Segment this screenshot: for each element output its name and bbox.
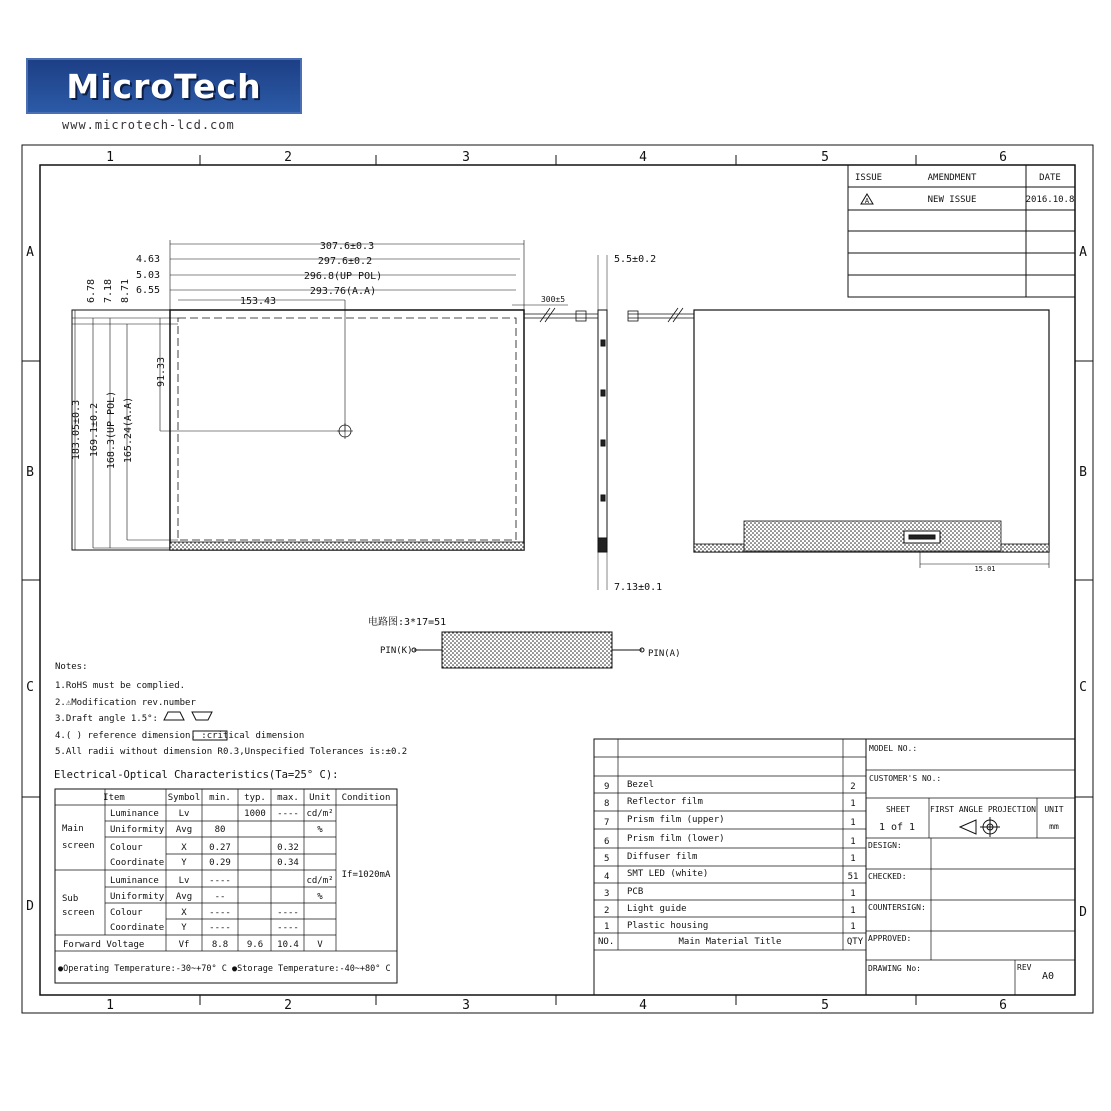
eo-cell-unit: cd/m² <box>306 876 334 886</box>
notes <box>55 662 407 757</box>
side-view-dimensions <box>614 254 662 593</box>
eo-row <box>110 809 334 819</box>
zone-col-3-bottom: 3 <box>462 998 470 1013</box>
bom-row <box>604 815 856 828</box>
bom-row <box>604 852 856 864</box>
bom-cell-title: Light guide <box>627 904 687 914</box>
zone-col-5-top: 5 <box>821 150 829 165</box>
eo-cell-symbol: X <box>181 843 187 853</box>
dim-aa-width: 293.76(A.A) <box>309 286 377 297</box>
eo-cell-max: 0.32 <box>277 843 299 853</box>
zone-col-3-top: 3 <box>462 150 470 165</box>
model-no-label: MODEL NO.: <box>869 744 918 753</box>
eo-cell-max: 0.34 <box>277 858 299 868</box>
unit-value: mm <box>1049 822 1059 831</box>
zone-col-4-top: 4 <box>639 150 647 165</box>
zone-row-a-right: A <box>1079 245 1087 260</box>
eo-row-forward-voltage <box>63 940 323 950</box>
rev-row-amendment: NEW ISSUE <box>927 195 977 205</box>
eo-cell-item: Luminance <box>110 809 159 819</box>
eo-cell-symbol: Avg <box>175 825 193 835</box>
dim-pol-height: 168.3(UP POL) <box>106 390 117 470</box>
eo-header-item: Item <box>103 793 125 803</box>
eo-row <box>110 843 299 853</box>
eo-table <box>54 769 397 983</box>
inner-frame <box>40 165 1075 995</box>
eo-cell-item: Uniformity <box>110 892 165 902</box>
bom-header-title: Main Material Title <box>678 937 782 947</box>
customer-no-label: CUSTOMER'S NO.: <box>869 774 942 783</box>
bom-cell-qty: 1 <box>850 922 856 932</box>
approved-label: APPROVED: <box>868 934 912 943</box>
eo-header-symbol: Symbol <box>167 793 201 803</box>
bom-cell-no: 6 <box>604 837 610 847</box>
eo-cell-item: Colour <box>110 843 143 853</box>
bom-cell-title: PCB <box>627 887 644 897</box>
rev-value: A0 <box>1041 971 1055 982</box>
eo-cell-min: 0.29 <box>209 858 231 868</box>
cable-length-label: 300±5 <box>540 295 566 304</box>
eo-cell-max: ---- <box>277 809 299 819</box>
eo-cell-min: 8.8 <box>211 940 229 950</box>
eo-cell-min: 80 <box>214 825 226 835</box>
zone-col-6-top: 6 <box>999 150 1007 165</box>
eo-cell-item: Luminance <box>110 876 159 886</box>
eo-cell-symbol: Y <box>181 858 187 868</box>
eo-sub-label-1: Sub <box>62 894 79 904</box>
zone-row-d-left: D <box>26 899 34 914</box>
eo-cell-min: ---- <box>209 908 231 918</box>
eo-cell-symbol: Avg <box>175 892 193 902</box>
unit-label: UNIT <box>1044 805 1064 814</box>
zone-col-1-top: 1 <box>106 150 114 165</box>
back-view <box>628 308 1049 568</box>
note-5: 5.All radii without dimension R0.3,Unspecified Tolerances is:±0.2 <box>55 747 408 757</box>
dim-offset-top-1: 6.78 <box>86 278 97 303</box>
bom-row <box>604 797 856 809</box>
dim-side-total: 7.13±0.1 <box>614 582 663 593</box>
bom-row <box>604 834 856 847</box>
bom-cell-no: 3 <box>604 889 610 899</box>
eo-temperature-footer: ●Operating Temperature:-30~+70° C ●Storage Temperature:-40~+80° C <box>58 964 391 974</box>
bom-cell-title: Plastic housing <box>627 921 709 931</box>
eo-cell-symbol: Lv <box>178 809 190 819</box>
brand-logo-word: MicroTech <box>66 67 262 106</box>
rev-header-amendment: AMENDMENT <box>927 173 977 183</box>
sheet-value: 1 of 1 <box>878 822 916 833</box>
bom-cell-title: Prism film (lower) <box>627 834 725 844</box>
checked-label: CHECKED: <box>868 872 907 881</box>
dim-side-thickness: 5.5±0.2 <box>614 254 657 265</box>
bom-cell-no: 8 <box>604 799 610 809</box>
zone-col-2-top: 2 <box>284 150 292 165</box>
eo-row <box>110 858 299 868</box>
bom-cell-title: Diffuser film <box>627 852 698 862</box>
eo-row <box>110 923 299 933</box>
eo-cell-min: ---- <box>209 876 231 886</box>
bom-cell-qty: 1 <box>850 818 856 828</box>
eo-condition: If=1020mA <box>341 870 391 880</box>
side-view <box>598 255 607 590</box>
eo-header-unit: Unit <box>309 793 331 803</box>
bom-row <box>604 904 856 916</box>
dim-back-connector: 15.01 <box>974 565 996 573</box>
pin-k-label: PIN(K) <box>380 646 413 656</box>
bom-cell-title: SMT LED (white) <box>627 869 709 879</box>
bom-row <box>604 921 856 932</box>
eo-cell-symbol: Vf <box>178 940 190 950</box>
zone-col-2-bottom: 2 <box>284 998 292 1013</box>
zone-col-5-bottom: 5 <box>821 998 829 1013</box>
bom-cell-title: Reflector film <box>627 797 703 807</box>
eo-row <box>110 876 334 886</box>
bom-cell-no: 1 <box>604 922 610 932</box>
note-4: 4.( ) reference dimension, :critical dimension <box>55 731 305 741</box>
first-angle-projection-icon <box>960 817 1000 837</box>
bom-header-qty: QTY <box>846 937 864 947</box>
bom-cell-qty: 1 <box>850 889 856 899</box>
eo-header-min: min. <box>209 793 231 803</box>
eo-cell-typ: 9.6 <box>246 940 264 950</box>
brand-url: www.microtech-lcd.com <box>62 118 235 132</box>
rev-header-issue: ISSUE <box>855 173 883 183</box>
dim-glass-height: 169.1±0.2 <box>89 402 100 458</box>
dim-offset-left-2: 5.03 <box>136 270 161 281</box>
bom-cell-qty: 51 <box>847 872 859 882</box>
eo-main-label-1: Main <box>62 824 84 834</box>
design-label: DESIGN: <box>868 841 902 850</box>
eo-cell-min: 0.27 <box>209 843 231 853</box>
circuit-diagram <box>368 615 681 668</box>
rev-header-date: DATE <box>1039 173 1061 183</box>
eo-row <box>110 908 299 918</box>
dim-offset-top-2: 7.18 <box>103 278 114 303</box>
bom-cell-qty: 1 <box>850 906 856 916</box>
bom-cell-no: 4 <box>604 872 610 882</box>
bom-cell-no: 7 <box>604 818 610 828</box>
zone-row-c-right: C <box>1079 680 1087 695</box>
eo-cell-max: ---- <box>277 908 299 918</box>
circuit-title: 电路图:3*17=51 <box>368 617 447 628</box>
dim-glass-width: 297.6±0.2 <box>317 256 373 267</box>
dim-center-x: 153.43 <box>239 296 277 307</box>
eo-cell-item: Coordinate <box>110 858 165 868</box>
dim-aa-height: 165.24(A.A) <box>123 396 134 464</box>
bom-cell-no: 5 <box>604 854 610 864</box>
zone-col-1-bottom: 1 <box>106 998 114 1013</box>
bom-row <box>604 887 856 899</box>
dim-offset-top-3: 8.71 <box>120 278 131 303</box>
zone-row-b-right: B <box>1079 465 1087 480</box>
bom-cell-title: Prism film (upper) <box>627 815 725 825</box>
note-2: 2.⚠Modification rev.number <box>55 698 196 708</box>
note-3: 3.Draft angle 1.5°: <box>55 714 158 724</box>
sheet-label: SHEET <box>885 805 911 814</box>
pin-a-label: PIN(A) <box>648 649 681 659</box>
bom-row <box>604 869 858 882</box>
bom-cell-title: Bezel <box>627 780 655 790</box>
projection-label: FIRST ANGLE PROJECTION <box>930 805 1036 814</box>
bom-cell-no: 9 <box>604 782 610 792</box>
eo-cell-item: Uniformity <box>110 825 165 835</box>
eo-table-title: Electrical-Optical Characteristics(Ta=25° C): <box>54 769 339 781</box>
eo-cell-item: Forward Voltage <box>63 940 145 950</box>
notes-title: Notes: <box>55 662 88 672</box>
eo-cell-symbol: X <box>181 908 187 918</box>
zone-row-d-right: D <box>1079 905 1087 920</box>
eo-cell-item: Colour <box>110 908 143 918</box>
eo-header-typ: typ. <box>244 793 266 803</box>
bom-cell-no: 2 <box>604 906 610 916</box>
bom-cell-qty: 1 <box>850 799 856 809</box>
dim-outline-height: 183.05±0.3 <box>71 399 82 461</box>
dim-pol-width: 296.8(UP POL) <box>303 271 383 282</box>
drawing-no-label: DRAWING No: <box>868 964 921 973</box>
eo-cell-symbol: Lv <box>178 876 190 886</box>
bom-table <box>594 739 866 995</box>
zone-col-6-bottom: 6 <box>999 998 1007 1013</box>
eo-cell-min: ---- <box>209 923 231 933</box>
dim-offset-left-3: 6.55 <box>136 285 161 296</box>
dim-outline-width: 307.6±0.3 <box>319 241 375 252</box>
eo-header-condition: Condition <box>341 793 391 803</box>
eo-cell-min: -- <box>214 892 226 902</box>
dim-center-y: 91.33 <box>156 356 167 388</box>
eo-cell-max: 10.4 <box>277 940 299 950</box>
eo-cell-unit: V <box>317 940 323 950</box>
rev-row-date: 2016.10.8 <box>1025 195 1075 205</box>
revision-block <box>848 165 1075 297</box>
bom-cell-qty: 1 <box>850 837 856 847</box>
eo-cell-unit: % <box>317 825 323 835</box>
dim-offset-left-1: 4.63 <box>136 254 161 265</box>
countersign-label: COUNTERSIGN: <box>868 903 926 912</box>
draft-angle-icon <box>164 712 212 720</box>
eo-row <box>110 892 323 902</box>
eo-sub-label-2: screen <box>62 908 95 918</box>
zone-row-a-left: A <box>26 245 34 260</box>
eo-cell-unit: cd/m² <box>306 809 334 819</box>
eo-cell-symbol: Y <box>181 923 187 933</box>
eo-cell-typ: 1000 <box>244 809 266 819</box>
eo-cell-item: Coordinate <box>110 923 165 933</box>
bom-row <box>604 780 856 792</box>
rev-label: REV <box>1017 963 1032 972</box>
rev-row-issue: A <box>864 197 870 205</box>
title-block <box>866 739 1075 995</box>
bom-header-no: NO. <box>598 937 615 947</box>
zone-row-b-left: B <box>26 465 34 480</box>
eo-cell-max: ---- <box>277 923 299 933</box>
eo-cell-unit: % <box>317 892 323 902</box>
bom-cell-qty: 2 <box>850 782 856 792</box>
bom-cell-qty: 1 <box>850 854 856 864</box>
zone-col-4-bottom: 4 <box>639 998 647 1013</box>
eo-header-max: max. <box>277 793 299 803</box>
zone-row-c-left: C <box>26 680 34 695</box>
eo-row <box>110 825 323 835</box>
eo-main-label-2: screen <box>62 841 95 851</box>
note-1: 1.RoHS must be complied. <box>55 681 186 691</box>
